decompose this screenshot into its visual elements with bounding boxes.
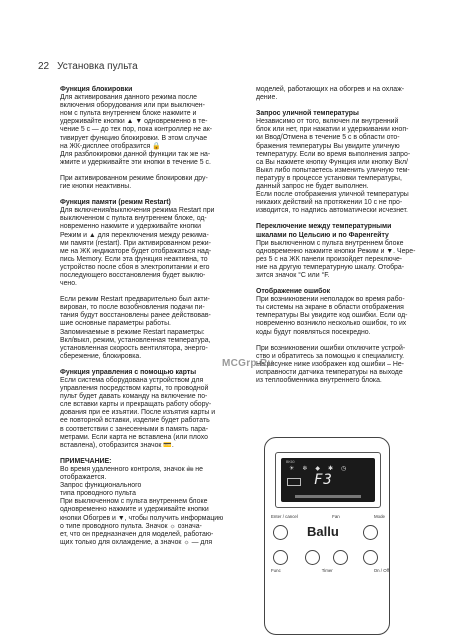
enter-cancel-label: Enter / cancel [271,514,298,519]
scale-heading: Переключение между температурными шкалами по Цельсию и по Фаренгейту [256,223,392,239]
outdoor-heading: Запрос уличной температуры [256,110,359,118]
timer-label: Timer [321,568,333,573]
page-number: 22 [38,61,50,72]
fan-icon: ✱ [328,466,334,472]
watermark: MCGrp.Ru [222,358,274,369]
lcd-indicator-box [287,478,301,486]
fan-label: Fan [332,514,340,519]
clock-icon: ◷ [341,466,347,472]
lcd-small-label: BK60 [286,460,295,464]
lcd-screen [281,458,375,502]
top-button-labels [271,514,385,519]
sun-icon: ☀ [289,466,295,472]
enter-cancel-button [273,525,288,540]
restart-heading: Функция памяти (режим Restart) [60,199,171,207]
page-title: Установка пульта [57,61,138,72]
lock-text: Для активирования данного режима после включения оборудования или при выключен- ном с пульта внутреннем блоке нажмите и удерживайте кнопки ▲ ▼ одновременно в те- чение 5 с — до тех пор, пока контроллер не ак- тивирует функцию блокировки. В этом случае на ЖК-дисплее отобразится 🔒 Для разблокировки данной функции так же на- жмите и удерживайте эти кнопки в течение 5 с. [60,94,213,166]
lcd-mode-icons [289,465,346,472]
lcd-bottom-bar [295,495,361,498]
right-column [256,86,441,385]
snowflake-icon: ❄ [302,466,308,472]
remote-control-illustration [264,437,390,635]
error-heading: Отображение ошибок [256,288,331,296]
card-heading: Функция управления с помощью карты [60,368,197,376]
restart-text-2: Если режим Restart предварительно был акти- вирован, то после возобновления подачи пи- тания будут восстановлены ранее действовав- шие основные параметры работы. Запоминаемые в режиме Restart параметры: Вкл/выкл, режим, установленная температура, установленная скорость вентилятора, энерго- сбережение, блокировка. [60,296,211,360]
timer-button [333,550,348,565]
lock-heading: Функция блокировки [60,86,133,93]
brand-logo: Ballu [307,524,339,539]
scale-text: При выключенном с пульта внутреннем блоке одновременно нажмите кнопки Режим и ▼. Чере- рез 5 с на ЖК панели произойдет переключе- ние на другую температурную шкалу. Отобра- зится значок °С или °F. [256,239,416,279]
error-text: При возникновении неполадок во время рабо- ты системы на экране в области отображения температуры Вы увидите код ошибки. Если од- новременно возникло несколько ошибок, то их коды будут появляться посекредно. [256,296,408,336]
lock-note: При активированном режиме блокировки дру- гие кнопки неактивны. [60,174,208,191]
left-column [60,86,238,547]
card-text: Если система оборудована устройством для управления посредством карты, то проводной пульт будет давать команду на включение по- сле вставки карты и прекращать работу обору- дования при ее изъятии. После изъятия карты и ее повторной вставки, изделие будет работать в соответствии с занесенными в память пара- метрами. Если карта не вставлена (или плохо вставлена), отобразится значок 💳. [60,377,216,449]
on-off-label: On / Off [373,568,389,573]
continued-text: моделей, работающих на обогрев и на охлаж- дение. [256,86,405,102]
func-button [273,550,288,565]
mode-button [363,525,378,540]
error-code-display: F3 [314,472,333,488]
outdoor-text: Независимо от того, включен ли внутренний блок или нет, при нажатии и удерживании кноп- ки Ввод/Отмена в течение 5 с в области ото- бражения температуры Вы увидите уличную температуру. Если во время выполнения запро- са Вы нажмете кнопку Функция или кнопку Вкл/ Выкл либо попытаетесь изменить уличную тем- пературу в процессе установки температуры, данный запрос не будет выполнен. Если после отображения уличной температуры никаких действий на протяжении 10 с не про- изводится, то надпись автоматически исчезнет. [256,118,411,215]
page-header [38,61,138,72]
lcd-frame [275,452,381,508]
restart-text: Для включения/выключения режима Restart при выключенном с пульта внутреннем блоке, од- новременно нажмите и удерживайте кнопки Режим и ▲ для переключения между режима- ми памяти (restart). При активированном режи- ме на ЖК индикаторе будет отображаться над- пись Memory. Если эта функция неактивна, то устройство после сбоя в электропитании и его последующего восстановления будет выклю- чено. [60,207,215,288]
down-button [305,550,320,565]
drop-icon: ◆ [315,466,321,472]
note-text: Во время удаленного контроля, значок 🖮 не отображается. Запрос функционального типа проводного пульта При выключенном с пульта внутреннем блоке одновременно нажмите и удерживайте кнопки кнопки Обогрев и ▼, чтобы получить информацию о типе проводного пульта. Значок ☼ означа- ет, что он предназначен для моделей, работаю- щих только для охлаждение, а значок ☼ — для [60,465,224,546]
error-text-2: При возникновении ошибки отключите устрой- ство и обратитесь за помощью к специалисту. На рисунке ниже изображен код ошибки – Не- исправности датчика температуры на выходе из теплообменника внутреннего блока. [256,344,406,384]
func-label: Func [271,568,281,573]
bottom-button-labels [271,568,389,573]
on-off-button [363,550,378,565]
note-heading: ПРИМЕЧАНИЕ: [60,457,112,465]
mode-label: Mode [374,514,385,519]
